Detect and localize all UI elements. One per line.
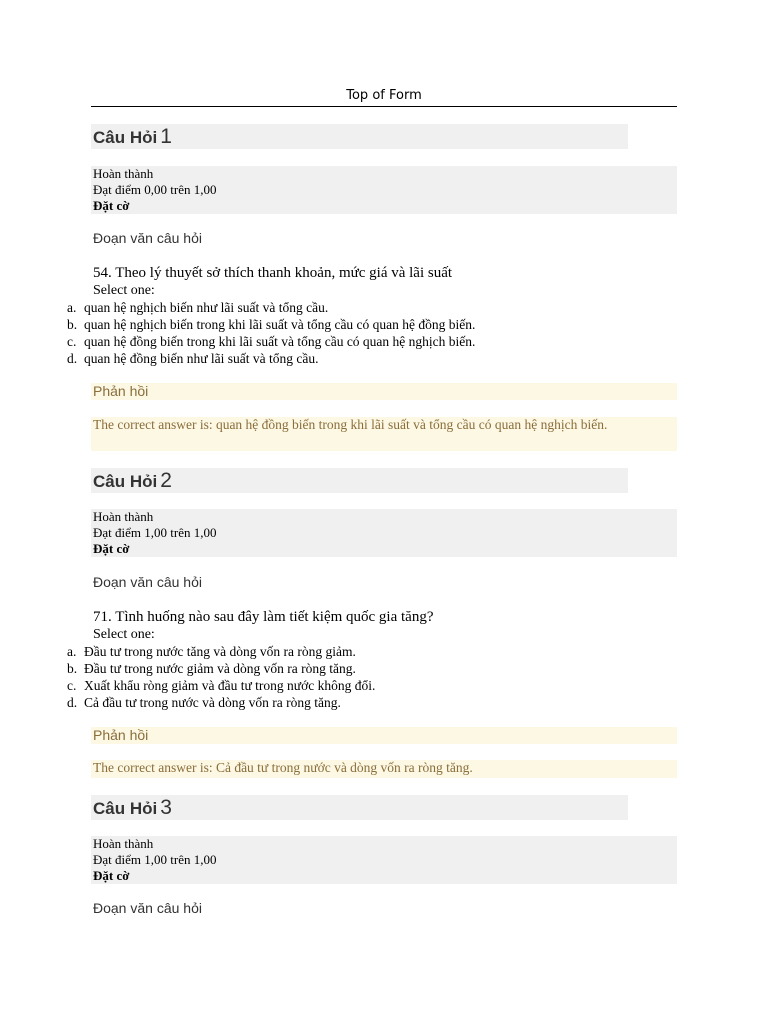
question-state: Hoàn thành — [93, 509, 154, 524]
question-grade: Đạt điểm 1,00 trên 1,00 — [93, 525, 217, 540]
top-of-form-marker: Top of Form — [91, 87, 677, 107]
answer-options — [67, 299, 475, 367]
flag-question-link[interactable]: Đặt cờ — [93, 198, 130, 213]
answer-option-d[interactable]: d. quan hệ đồng biến như lãi suất và tổng cầu. — [67, 351, 319, 366]
question-text-label: Đoạn văn câu hỏi — [93, 900, 202, 916]
question-text-label: Đoạn văn câu hỏi — [93, 574, 202, 590]
answer-option-c[interactable]: c. Xuất khẩu ròng giảm và đầu tư trong nước không đổi. — [67, 678, 376, 693]
question-2-info — [91, 509, 677, 557]
question-label: Câu Hỏi — [93, 128, 158, 147]
answer-option-b[interactable]: b. quan hệ nghịch biến trong khi lãi suất và tổng cầu có quan hệ đồng biến. — [67, 317, 476, 332]
flag-question-link[interactable]: Đặt cờ — [93, 541, 130, 556]
question-text-label: Đoạn văn câu hỏi — [93, 230, 202, 246]
answer-option-d[interactable]: d. Cả đầu tư trong nước và dòng vốn ra ròng tăng. — [67, 695, 341, 710]
select-one-label: Select one: — [93, 283, 155, 298]
question-3-info — [91, 836, 677, 884]
question-state: Hoàn thành — [93, 836, 154, 851]
question-3-header — [91, 795, 628, 820]
question-grade: Đạt điểm 0,00 trên 1,00 — [93, 182, 217, 197]
correct-answer-text: The correct answer is: Cả đầu tư trong nước và dòng vốn ra ròng tăng. — [91, 760, 677, 778]
question-label: Câu Hỏi — [93, 799, 158, 818]
answer-option-a[interactable]: a. quan hệ nghịch biến như lãi suất và tổng cầu. — [67, 300, 329, 315]
question-state: Hoàn thành — [93, 166, 154, 181]
question-2-header — [91, 468, 628, 493]
select-one-label: Select one: — [93, 627, 155, 642]
answer-option-a[interactable]: a. Đầu tư trong nước tăng và dòng vốn ra ròng giảm. — [67, 644, 356, 659]
question-stem: 54. Theo lý thuyết sở thích thanh khoản, mức giá và lãi suất — [93, 265, 453, 281]
answer-options — [67, 643, 375, 711]
question-label: Câu Hỏi — [93, 472, 158, 491]
question-number: 2 — [160, 469, 172, 492]
feedback-header: Phản hồi — [91, 727, 677, 744]
correct-answer-text: The correct answer is: quan hệ đồng biến trong khi lãi suất và tổng cầu có quan hệ nghịch biến. — [91, 417, 677, 451]
question-1-info — [91, 166, 677, 214]
answer-option-b[interactable]: b. Đầu tư trong nước giảm và dòng vốn ra ròng tăng. — [67, 661, 356, 676]
flag-question-link[interactable]: Đặt cờ — [93, 868, 130, 883]
question-number: 1 — [160, 125, 172, 148]
question-stem: 71. Tình huống nào sau đây làm tiết kiệm quốc gia tăng? — [93, 609, 434, 625]
question-grade: Đạt điểm 1,00 trên 1,00 — [93, 852, 217, 867]
question-1-header — [91, 124, 628, 149]
question-number: 3 — [160, 796, 172, 819]
feedback-header: Phản hồi — [91, 383, 677, 400]
answer-option-c[interactable]: c. quan hệ đồng biến trong khi lãi suất và tổng cầu có quan hệ nghịch biến. — [67, 334, 476, 349]
